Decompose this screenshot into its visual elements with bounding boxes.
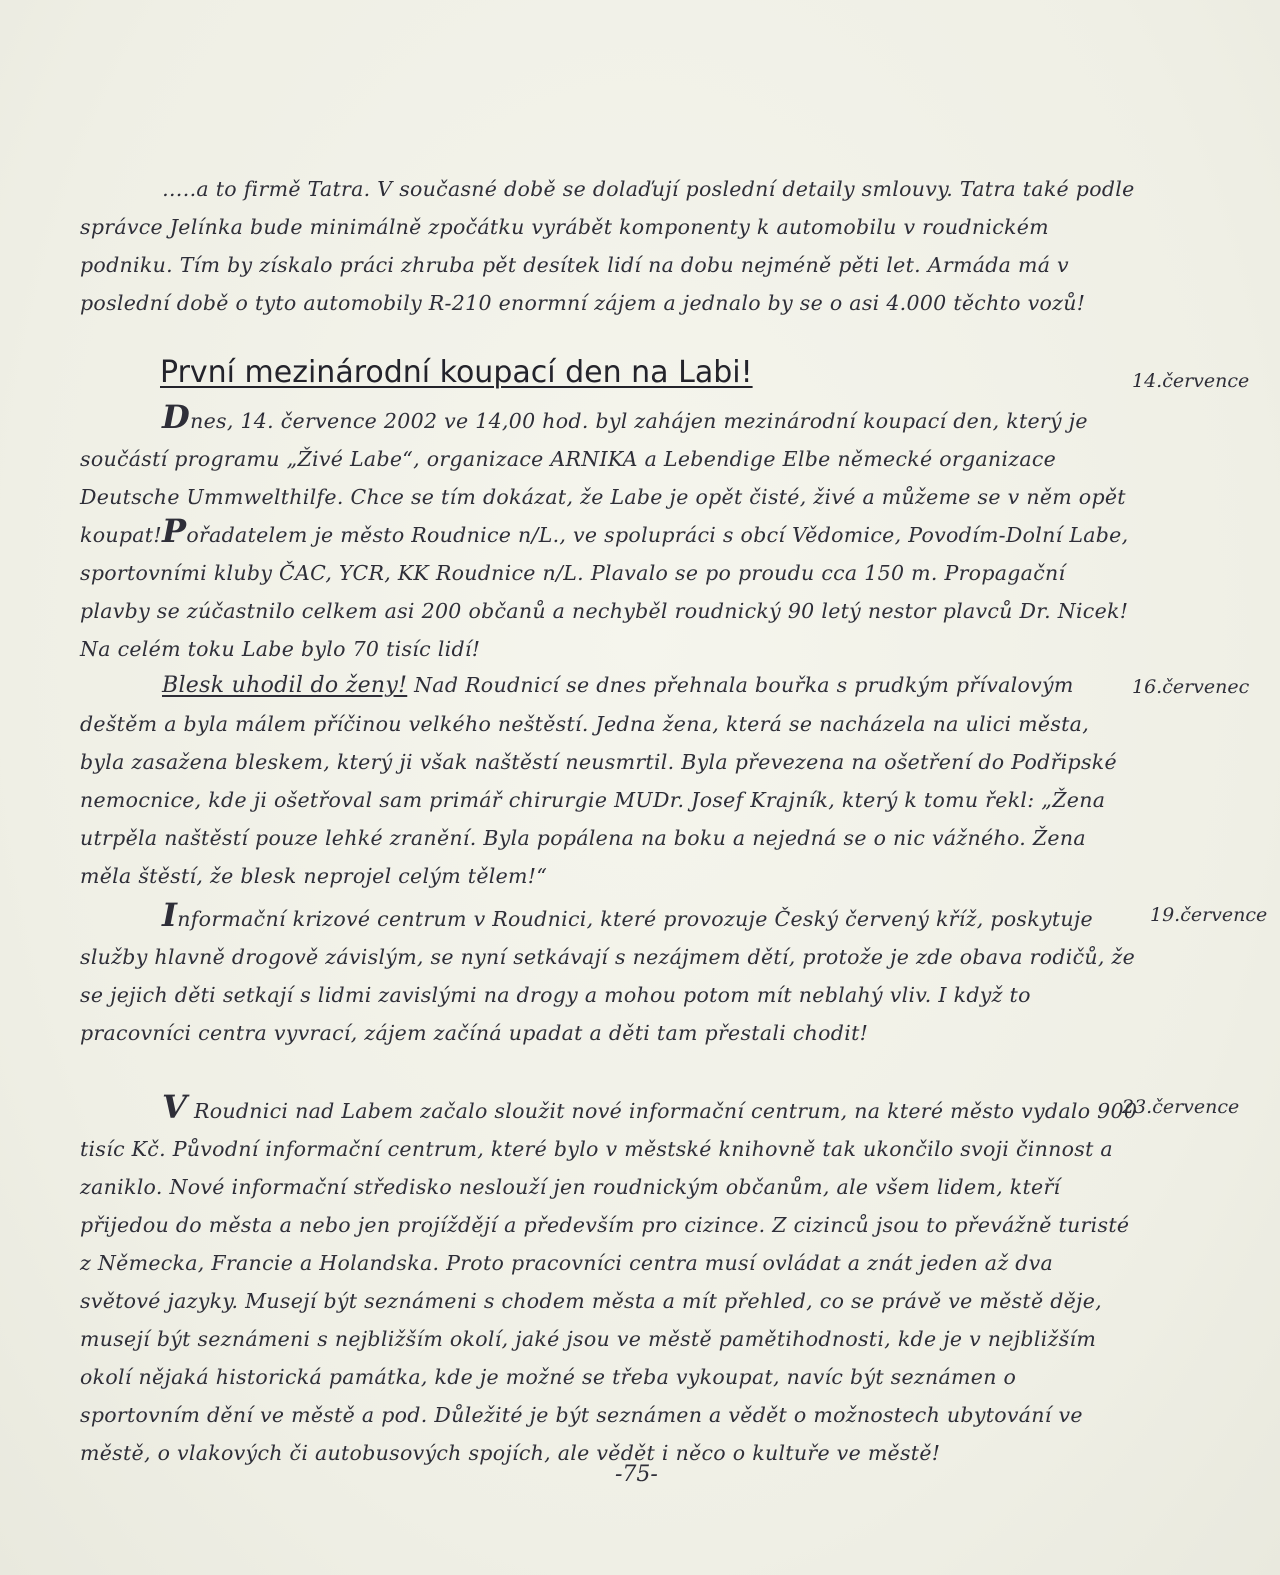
paragraph-roudnice-text: Roudnici nad Labem začalo sloužit nové informační centrum, na které město vydalo 900 tisíc Kč. Původní informační centrum, které bylo v městské knihovně tak ukončilo svoji činnost a zaniklo. Nové informační středisko neslouží jen roudnickým občanům, ale všem lidem, kteří přijedou do města a nebo jen projíždějí a především pro cizince. Z cizinců jsou to převážně turisté z Německa, Francie a Holandska. Proto pracovníci centra musí ovládat a znát jeden až dva světové jazyky. Musejí být seznámeni s chodem města a mít přehled, co se právě ve městě děje, musejí být seznámeni s nejbližším okolí, jaké jsou ve městě pamětihodnosti, kde je v nejbližším okolí nějaká historická památka, kde je možné se třeba vykoupat, navíc být seznámen o sportovním dění ve městě a pod. Důležité je být seznámen a vědět o možnostech ubytování ve městě, o vlakových či autobusových spojích, ale vědět i něco o kultuře ve městě!: [80, 1099, 1138, 1465]
paragraph-tatra-text: …..a to firmě Tatra. V současné době se dolaďují poslední detaily smlouvy. Tatra také podle správce Jelínka bude minimálně zpočátku vyrábět komponenty k automobilu v roudnickém podniku. Tím by získalo práci zhruba pět desítek lidí na dobu nejméně pěti let. Armáda má v poslední době o tyto automobily R-210 enormní zájem a jednalo by se o asi 4.000 těchto vozů!: [80, 177, 1135, 315]
paragraph-blesk: [80, 666, 1140, 895]
margin-date-16-july: 16.červenec: [1132, 676, 1250, 698]
drop-cap-v: V: [162, 1088, 188, 1126]
paragraph-info-text: nformační krizové centrum v Roudnici, které provozuje Český červený kříž, poskytuje služby hlavně drogově závislým, se nyní setkávají s nezájmem dětí, protože je zde obava rodičů, že se jejich děti setkají s lidmi zavislými na drogy a mohou potom mít neblahý vliv. I když to pracovníci centra vyvrací, zájem začíná upadat a děti tam přestali chodit!: [80, 907, 1136, 1045]
paragraph-poradatel-text: ořadatelem je město Roudnice n/L., ve spolupráci s obcí Vědomice, Povodím-Dolní Labe, sportovními kluby ČAC, YCR, KK Roudnice n/L. Plavalo se po proudu cca 150 m. Propagační plavby se zúčastnilo celkem asi 200 občanů a nechyběl roudnický 90 letý nestor plavců Dr. Nicek! Na celém toku Labe bylo 70 tisíc lidí!: [80, 523, 1129, 661]
margin-date-19-july: 19.července: [1150, 904, 1268, 926]
paragraph-blesk-text: Nad Roudnicí se dnes přehnala bouřka s prudkým přívalovým deštěm a byla málem příčinou velkého neštěstí. Jedna žena, která se nacházela na ulici města, byla zasažena bleskem, který ji však naštěstí neusmrtil. Byla převezena na ošetření do Podřipské nemocnice, kde ji ošetřoval sam primář chirurgie MUDr. Josef Krajník, který k tomu řekl: „Žena utrpěla naštěstí pouze lehké zranění. Byla popálena na boku a nejedná se o nic vážného. Žena měla štěstí, že blesk neprojel celým tělem!“: [80, 673, 1117, 888]
drop-cap-d: D: [162, 398, 191, 436]
margin-date-23-july: 23.července: [1122, 1096, 1240, 1118]
drop-cap-i: I: [162, 896, 178, 934]
section-heading: První mezinárodní koupací den na Labi!: [160, 355, 753, 390]
drop-cap-p: P: [162, 512, 187, 550]
blesk-lead-title: Blesk uhodil do ženy!: [162, 673, 408, 698]
paragraph-roudnice-centrum: [80, 1088, 1140, 1472]
page-number: -75-: [615, 1462, 658, 1487]
margin-date-14-july: 14.července: [1132, 370, 1250, 392]
paragraph-dnes-text: nes, 14. července 2002 ve 14,00 hod. byl zahájen mezinárodní koupací den, který je součástí programu „Živé Labe“, organizace ARNIKA a Lebendige Elbe německé organizace Deutsche Ummwelthilfe. Chce se tím dokázat, že Labe je opět čisté, živé a můžeme se v něm opět koupat!: [80, 409, 1126, 547]
paragraph-tatra: [80, 170, 1140, 322]
paragraph-info-centrum: [80, 896, 1140, 1052]
paragraph-poradatel: [80, 512, 1140, 668]
